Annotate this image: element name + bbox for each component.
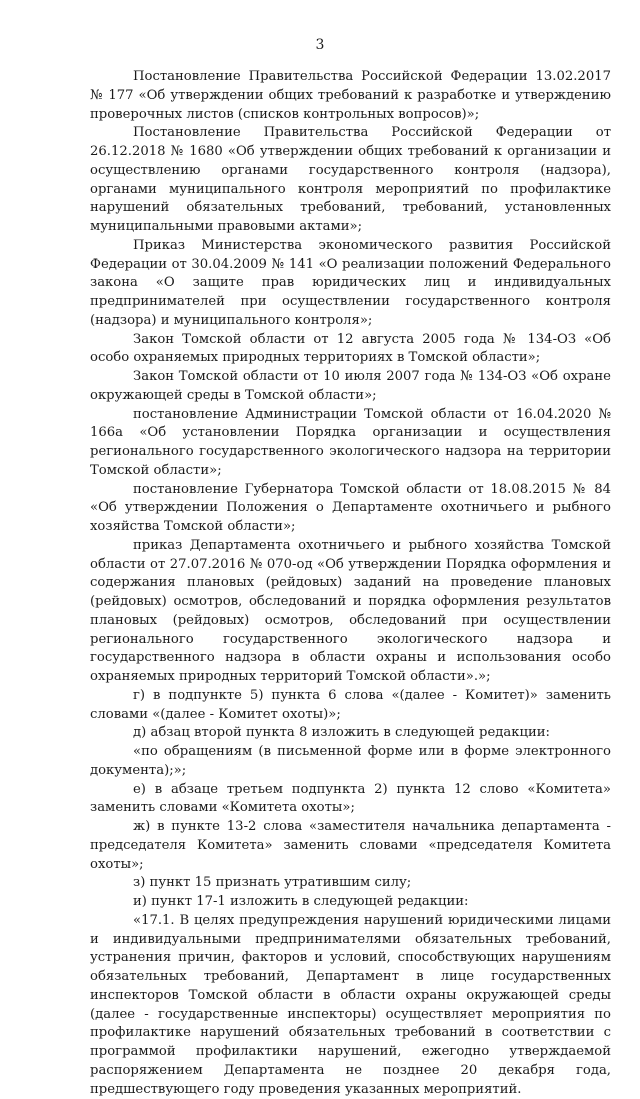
paragraph-resolution-166a: постановление Администрации Томской области от 16.04.2020 № 166а «Об установлении Порядка организации и осуществления регионального государственного экологического надзора на территории Томской области»;: [90, 406, 611, 478]
paragraph-item-d: д) абзац второй пункта 8 изложить в следующей редакции:: [133, 725, 550, 741]
paragraph-item-i: и) пункт 17-1 изложить в следующей редакции:: [133, 894, 469, 909]
paragraph-item-e: е) в абзаце третьем подпункта 2) пункта 12 слово «Комитета» заменить словами «Комитета охоты»;: [90, 781, 611, 816]
paragraph-governor-resolution-84: постановление Губернатора Томской области от 18.08.2015 № 84 «Об утверждении Положения о Департаменте охотничьего и рыбного хозяйства Томской области»;: [90, 481, 611, 534]
paragraph-resolution-177: Постановление Правительства Российской Федерации 13.02.2017 № 177 «Об утверждении общих требований к разработке и утверждению проверочных листов (списков контрольных вопросов)»;: [90, 69, 611, 122]
paragraph-item-g: г) в подпункте 5) пункта 6 слова «(далее - Комитет)» заменить словами «(далее - Комитет охоты)»;: [90, 687, 611, 722]
paragraph-resolution-1680: Постановление Правительства Российской Федерации от 26.12.2018 № 1680 «Об утверждении общих требований к организации и осуществлению органами государственного контроля (надзора), органами муниципального контроля мероприятий по профилактике нарушений обязательных требований, требований, установленных муниципальными правовыми актами»;: [90, 125, 611, 234]
paragraph-order-070-od: приказ Департамента охотничьего и рыбного хозяйства Томской области от 27.07.2016 № 070-од «Об утверждении Порядка оформления и содержания плановых (рейдовых) заданий на проведение плановых (рейдовых) осмотров, обследований и порядка оформления результатов плановых (рейдовых) осмотров, обследований при осуществлении регионального государственного экологического надзора и государственного надзора в области охраны и использования особо охраняемых природных территорий Томской области».»;: [90, 537, 611, 684]
paragraph-clause-17-1: «17.1. В целях предупреждения нарушений юридическими лицами и индивидуальными предпринимателями обязательных требований, устранения причин, факторов и условий, способствующих нарушениям обязательных требований, Департамент в лице государственных инспекторов Томской области в области охраны окружающей среды (далее - государственные инспекторы) осуществляет мероприятия по профилактике нарушений обязательных требований в соответствии с программой профилактики нарушений, ежегодно утверждаемой распоряжением Департамента не позднее 20 декабря года, предшествующего году проведения указанных мероприятий.: [90, 912, 611, 1097]
paragraph-order-141: Приказ Министерства экономического развития Российской Федерации от 30.04.2009 № 141 «О реализации положений Федерального закона «О защите прав юридических лиц и индивидуальных предпринимателей при осуществлении государственного контроля (надзора) и муниципального контроля»;: [90, 237, 611, 328]
paragraph-law-2005: Закон Томской области от 12 августа 2005 года № 134-ОЗ «Об особо охраняемых природных территориях в Томской области»;: [90, 331, 611, 366]
paragraph-law-2007: Закон Томской области от 10 июля 2007 года № 134-ОЗ «Об охране окружающей среды в Томской области»;: [90, 369, 611, 403]
paragraph-item-zh: ж) в пункте 13-2 слова «заместителя начальника департамента - председателя Комитета» заменить словами «председателя Комитета охоты»;: [90, 819, 611, 872]
paragraph-item-z: з) пункт 15 признать утратившим силу;: [133, 875, 412, 891]
page-number: 3: [315, 37, 325, 53]
document-body: [90, 68, 611, 1099]
paragraph-item-d-quote: «по обращениям (в письменной форме или в форме электронного документа);»;: [90, 744, 611, 778]
